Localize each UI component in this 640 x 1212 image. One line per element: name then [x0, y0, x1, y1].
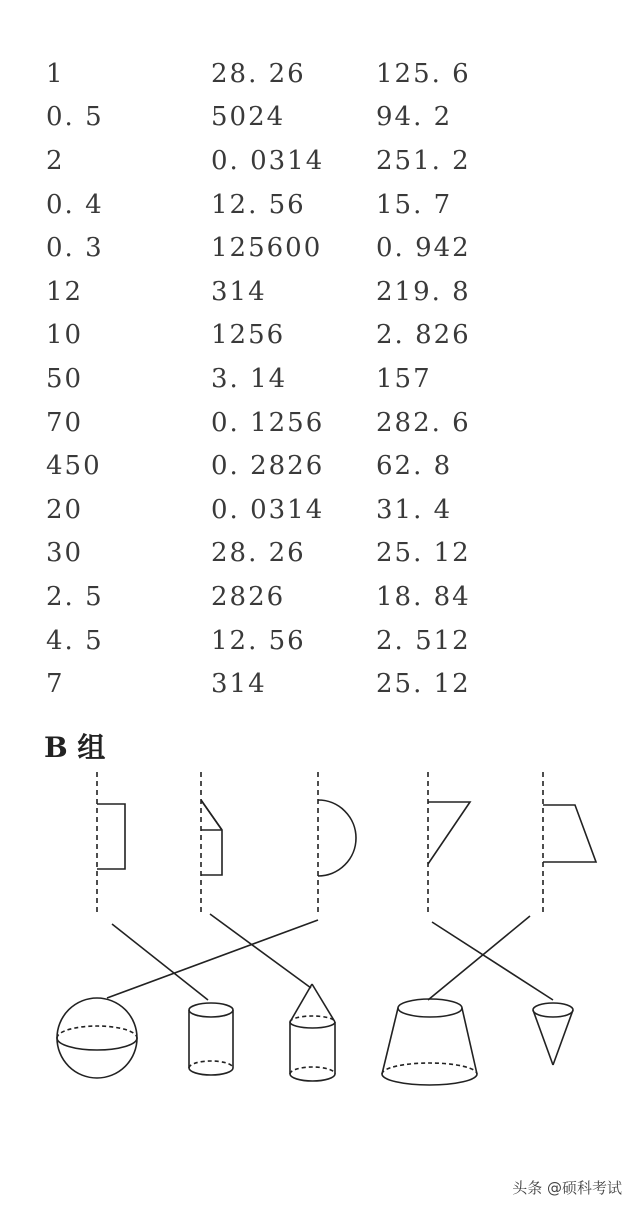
answer-cell: 0. 942: [376, 233, 471, 264]
answer-cell: 251. 2: [376, 145, 471, 176]
answer-cell: 50: [46, 363, 84, 394]
answer-cell: 12. 56: [211, 189, 306, 220]
answer-cell: 0. 4: [46, 189, 104, 220]
answer-cell: 25. 12: [376, 538, 471, 569]
answer-row: [46, 314, 566, 358]
answer-cell: 15. 7: [376, 189, 453, 220]
answer-cell: 62. 8: [376, 451, 453, 482]
group-title: B 组: [44, 731, 106, 764]
answer-cell: 3. 14: [211, 363, 288, 394]
answer-cell: 314: [211, 276, 267, 307]
answer-row: [46, 401, 566, 445]
answer-cell: 2826: [211, 581, 286, 612]
answer-cell: 157: [376, 363, 432, 394]
sphere-solid: [57, 998, 137, 1078]
answer-cell: 1256: [211, 320, 286, 351]
answer-cell: 2: [46, 145, 65, 176]
answer-row: [46, 532, 566, 576]
answer-cell: 10: [46, 320, 84, 351]
matching-lines: [107, 914, 553, 1000]
answer-cell: 70: [46, 407, 84, 438]
answer-cell: 4. 5: [46, 625, 104, 656]
cone-solid: [533, 1003, 573, 1065]
answer-cell: 0. 0314: [211, 494, 325, 525]
answer-row: [46, 226, 566, 270]
answer-cell: 28. 26: [211, 538, 306, 569]
rotation-matching-diagram: [0, 760, 640, 1100]
answer-row: [46, 96, 566, 140]
frustum-solid: [382, 999, 477, 1085]
cylinder-solid: [189, 1003, 233, 1075]
answer-cell: 2. 826: [376, 320, 471, 351]
answer-row: [46, 488, 566, 532]
answer-cell: 0. 5: [46, 102, 104, 133]
answer-cell: 125600: [211, 233, 323, 264]
answer-cell: 0. 3: [46, 233, 104, 264]
answer-cell: 31. 4: [376, 494, 453, 525]
answer-cell: 28. 26: [211, 58, 306, 89]
answer-row: [46, 619, 566, 663]
answer-cell: 314: [211, 669, 267, 700]
answer-cell: 0. 1256: [211, 407, 325, 438]
rotation-axes: [97, 772, 543, 915]
rectangle-shape: [97, 804, 125, 869]
answer-table: [46, 52, 566, 706]
answer-cell: 20: [46, 494, 84, 525]
answer-cell: 7: [46, 669, 65, 700]
answer-cell: 219. 8: [376, 276, 471, 307]
answer-row: [46, 183, 566, 227]
answer-cell: 0. 2826: [211, 451, 325, 482]
triangle-rectangle-shape: [201, 800, 222, 875]
answer-cell: 18. 84: [376, 581, 471, 612]
right-triangle-shape: [428, 802, 470, 864]
answer-cell: 5024: [211, 102, 286, 133]
answer-cell: 282. 6: [376, 407, 471, 438]
answer-cell: 12: [46, 276, 84, 307]
answer-cell: 2. 5: [46, 581, 104, 612]
answer-row: [46, 662, 566, 706]
triangle-rectangle-shape-top: [201, 800, 222, 830]
answer-row: [46, 357, 566, 401]
trapezoid-shape: [543, 805, 596, 862]
answer-cell: 94. 2: [376, 102, 453, 133]
cylinder-cone-solid: [290, 984, 335, 1081]
answer-cell: 30: [46, 538, 84, 569]
answer-cell: 1: [46, 58, 65, 89]
answer-cell: 2. 512: [376, 625, 471, 656]
answer-row: [46, 52, 566, 96]
answer-cell: 0. 0314: [211, 145, 325, 176]
answer-cell: 125. 6: [376, 58, 471, 89]
answer-row: [46, 575, 566, 619]
answer-cell: 12. 56: [211, 625, 306, 656]
answer-row: [46, 444, 566, 488]
answer-row: [46, 139, 566, 183]
answer-cell: 450: [46, 451, 102, 482]
answer-row: [46, 270, 566, 314]
watermark: 头条 @硕科考试: [512, 1179, 622, 1197]
answer-cell: 25. 12: [376, 669, 471, 700]
semicircle-shape: [318, 800, 356, 876]
